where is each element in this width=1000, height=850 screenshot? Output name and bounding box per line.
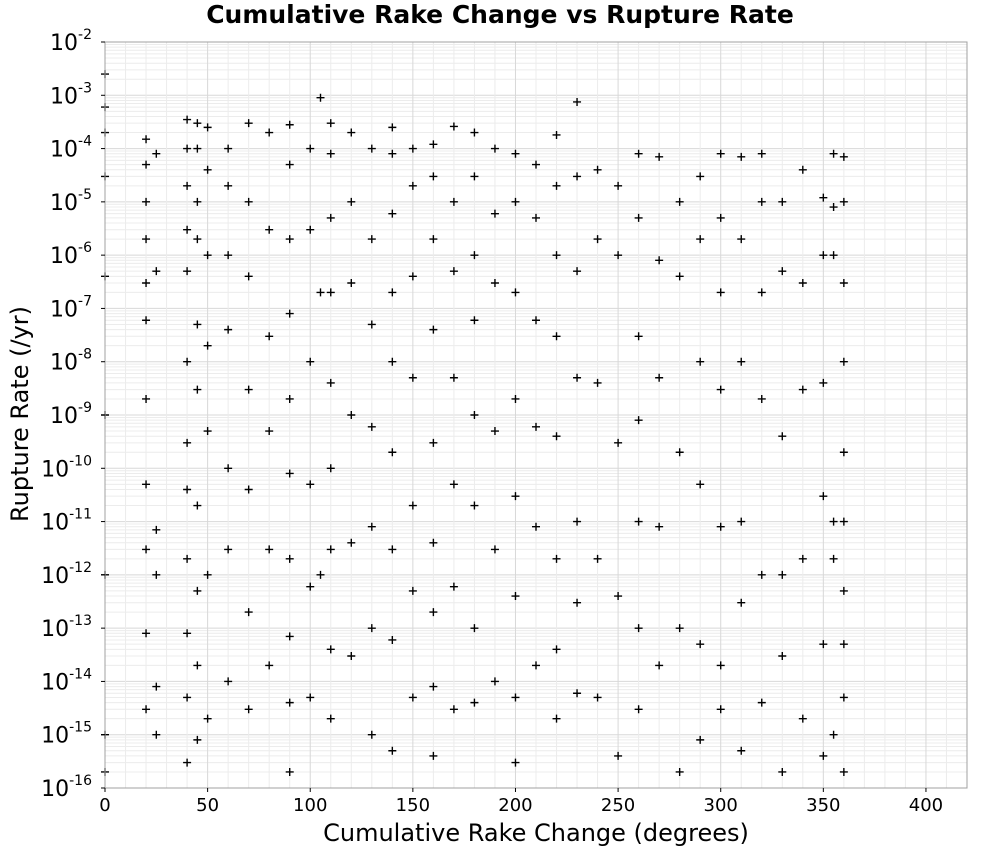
- chart-title: Cumulative Rake Change vs Rupture Rate: [206, 0, 794, 29]
- data-point-marker: [778, 267, 786, 275]
- x-tick-label: 300: [703, 795, 738, 816]
- data-point-marker: [429, 326, 437, 334]
- data-point-marker: [286, 555, 294, 563]
- data-point-marker: [142, 545, 150, 553]
- x-axis-label: Cumulative Rake Change (degrees): [323, 819, 749, 847]
- data-point-marker: [368, 320, 376, 328]
- data-point-marker: [553, 332, 561, 340]
- data-point-marker: [193, 119, 201, 127]
- data-point-marker: [327, 715, 335, 723]
- plot-grid: [105, 42, 967, 788]
- data-point-marker: [676, 448, 684, 456]
- data-point-marker: [511, 592, 519, 600]
- data-point-marker: [450, 267, 458, 275]
- data-point-marker: [491, 427, 499, 435]
- data-point-marker: [183, 485, 191, 493]
- data-point-marker: [429, 172, 437, 180]
- y-axis-ticks: [41, 27, 105, 802]
- data-point-marker: [204, 123, 212, 131]
- data-point-marker: [142, 135, 150, 143]
- data-point-marker: [840, 693, 848, 701]
- data-point-marker: [193, 235, 201, 243]
- data-point-marker: [265, 427, 273, 435]
- data-point-marker: [152, 267, 160, 275]
- x-tick-label: 200: [498, 795, 533, 816]
- data-point-marker: [388, 636, 396, 644]
- data-point-marker: [696, 235, 704, 243]
- data-point-marker: [737, 747, 745, 755]
- data-point-marker: [245, 119, 253, 127]
- data-point-marker: [799, 166, 807, 174]
- data-point-marker: [183, 182, 191, 190]
- data-point-marker: [388, 448, 396, 456]
- y-tick-label: $10^{-9}$: [50, 400, 92, 429]
- y-tick-label: $10^{-10}$: [41, 453, 92, 483]
- data-point-marker: [450, 480, 458, 488]
- data-point-marker: [183, 759, 191, 767]
- data-point-marker: [450, 583, 458, 591]
- data-point-marker: [840, 640, 848, 648]
- data-point-marker: [193, 587, 201, 595]
- data-point-marker: [409, 587, 417, 595]
- data-point-marker: [193, 320, 201, 328]
- y-tick-label: $10^{-15}$: [41, 719, 92, 749]
- data-point-marker: [594, 379, 602, 387]
- y-tick-label: $10^{-8}$: [50, 346, 92, 376]
- data-point-marker: [204, 715, 212, 723]
- data-point-marker: [224, 545, 232, 553]
- data-point-marker: [286, 121, 294, 129]
- data-point-marker: [717, 214, 725, 222]
- y-tick-label: $10^{-7}$: [50, 293, 92, 323]
- data-point-marker: [327, 545, 335, 553]
- data-point-marker: [388, 288, 396, 296]
- data-point-marker: [450, 705, 458, 713]
- data-point-marker: [758, 288, 766, 296]
- data-point-marker: [511, 759, 519, 767]
- data-point-marker: [224, 326, 232, 334]
- data-point-marker: [224, 182, 232, 190]
- data-point-marker: [470, 172, 478, 180]
- data-point-marker: [511, 693, 519, 701]
- data-point-marker: [450, 374, 458, 382]
- data-point-marker: [840, 279, 848, 287]
- y-tick-label: $10^{-5}$: [50, 186, 92, 216]
- data-point-marker: [193, 386, 201, 394]
- data-point-marker: [511, 492, 519, 500]
- data-point-marker: [511, 395, 519, 403]
- data-point-marker: [368, 423, 376, 431]
- data-point-marker: [409, 374, 417, 382]
- data-point-marker: [819, 640, 827, 648]
- data-point-marker: [778, 768, 786, 776]
- data-point-marker: [245, 272, 253, 280]
- y-tick-label: $10^{-2}$: [50, 27, 92, 56]
- data-point-marker: [347, 279, 355, 287]
- data-point-marker: [594, 235, 602, 243]
- data-point-marker: [573, 689, 581, 697]
- y-tick-label: $10^{-6}$: [50, 240, 92, 270]
- data-point-marker: [470, 502, 478, 510]
- data-point-marker: [532, 214, 540, 222]
- data-point-marker: [778, 432, 786, 440]
- data-point-marker: [368, 235, 376, 243]
- y-tick-label: $10^{-4}$: [50, 133, 92, 163]
- data-point-marker: [286, 395, 294, 403]
- data-point-marker: [317, 288, 325, 296]
- data-point-marker: [696, 480, 704, 488]
- data-point-marker: [573, 374, 581, 382]
- data-point-marker: [429, 608, 437, 616]
- data-point-marker: [511, 288, 519, 296]
- data-point-marker: [327, 645, 335, 653]
- data-point-marker: [245, 485, 253, 493]
- data-point-marker: [655, 374, 663, 382]
- data-point-marker: [676, 768, 684, 776]
- data-point-marker: [306, 480, 314, 488]
- data-point-marker: [265, 129, 273, 137]
- data-point-marker: [347, 652, 355, 660]
- data-point-marker: [737, 235, 745, 243]
- data-point-marker: [142, 395, 150, 403]
- x-tick-label: 250: [600, 795, 636, 816]
- data-point-marker: [573, 172, 581, 180]
- data-point-marker: [491, 545, 499, 553]
- data-point-marker: [265, 332, 273, 340]
- x-tick-label: 100: [293, 795, 328, 816]
- data-point-marker: [799, 555, 807, 563]
- x-tick-label: 150: [395, 795, 431, 816]
- data-point-marker: [635, 705, 643, 713]
- y-tick-label: $10^{-13}$: [41, 613, 92, 643]
- data-point-marker: [183, 439, 191, 447]
- data-point-marker: [204, 342, 212, 350]
- data-point-marker: [717, 705, 725, 713]
- data-point-marker: [594, 166, 602, 174]
- data-point-marker: [388, 747, 396, 755]
- data-point-marker: [840, 587, 848, 595]
- data-point-marker: [306, 583, 314, 591]
- data-point-marker: [532, 316, 540, 324]
- data-point-marker: [429, 140, 437, 148]
- data-point-marker: [614, 752, 622, 760]
- data-point-marker: [532, 423, 540, 431]
- data-point-marker: [265, 226, 273, 234]
- data-point-marker: [491, 279, 499, 287]
- data-point-marker: [265, 661, 273, 669]
- data-point-marker: [245, 608, 253, 616]
- x-axis-ticks: [99, 788, 943, 816]
- data-point-marker: [799, 715, 807, 723]
- data-point-marker: [327, 379, 335, 387]
- data-point-marker: [573, 267, 581, 275]
- data-point-marker: [409, 502, 417, 510]
- data-point-marker: [819, 194, 827, 202]
- data-point-marker: [429, 752, 437, 760]
- data-point-marker: [327, 288, 335, 296]
- data-point-marker: [635, 332, 643, 340]
- data-point-marker: [347, 129, 355, 137]
- data-point-marker: [470, 129, 478, 137]
- data-point-marker: [553, 715, 561, 723]
- data-point-marker: [286, 699, 294, 707]
- data-point-marker: [553, 182, 561, 190]
- data-point-marker: [429, 539, 437, 547]
- data-point-marker: [429, 439, 437, 447]
- data-point-marker: [306, 693, 314, 701]
- x-tick-label: 0: [99, 795, 111, 816]
- data-point-marker: [388, 210, 396, 218]
- data-point-marker: [830, 555, 838, 563]
- data-point-marker: [142, 316, 150, 324]
- data-point-marker: [409, 272, 417, 280]
- data-point-marker: [491, 210, 499, 218]
- data-point-marker: [573, 599, 581, 607]
- data-point-marker: [204, 166, 212, 174]
- x-tick-label: 50: [196, 795, 220, 816]
- data-point-marker: [429, 235, 437, 243]
- data-point-marker: [819, 379, 827, 387]
- data-point-marker: [532, 661, 540, 669]
- data-point-marker: [470, 699, 478, 707]
- y-tick-label: $10^{-16}$: [41, 773, 92, 802]
- data-point-marker: [840, 768, 848, 776]
- data-point-marker: [245, 386, 253, 394]
- data-point-marker: [409, 693, 417, 701]
- y-tick-label: $10^{-14}$: [41, 666, 92, 696]
- data-point-marker: [573, 98, 581, 106]
- x-tick-label: 350: [806, 795, 841, 816]
- y-tick-label: $10^{-11}$: [41, 506, 92, 536]
- y-axis-label: Rupture Rate (/yr): [6, 306, 34, 522]
- data-point-marker: [193, 502, 201, 510]
- data-point-marker: [799, 279, 807, 287]
- data-point-marker: [409, 182, 417, 190]
- data-point-marker: [799, 386, 807, 394]
- data-point-marker: [286, 768, 294, 776]
- data-point-marker: [183, 693, 191, 701]
- data-point-marker: [347, 539, 355, 547]
- data-point-marker: [594, 555, 602, 563]
- data-point-marker: [655, 661, 663, 669]
- data-point-marker: [204, 427, 212, 435]
- data-point-marker: [594, 693, 602, 701]
- data-point-marker: [696, 172, 704, 180]
- data-point-marker: [553, 555, 561, 563]
- x-tick-label: 400: [908, 795, 944, 816]
- data-point-marker: [553, 432, 561, 440]
- data-point-marker: [388, 545, 396, 553]
- data-point-marker: [183, 555, 191, 563]
- data-point-marker: [470, 316, 478, 324]
- data-point-marker: [388, 123, 396, 131]
- data-point-marker: [717, 661, 725, 669]
- data-point-marker: [142, 480, 150, 488]
- data-point-marker: [142, 161, 150, 169]
- data-point-marker: [450, 122, 458, 130]
- data-point-marker: [327, 214, 335, 222]
- data-point-marker: [778, 652, 786, 660]
- data-point-marker: [142, 235, 150, 243]
- data-point-marker: [142, 279, 150, 287]
- data-point-marker: [696, 640, 704, 648]
- data-point-marker: [840, 448, 848, 456]
- data-point-marker: [286, 161, 294, 169]
- data-point-marker: [676, 272, 684, 280]
- data-point-marker: [737, 599, 745, 607]
- data-point-marker: [819, 492, 827, 500]
- data-point-marker: [758, 699, 766, 707]
- y-tick-label: $10^{-12}$: [41, 559, 92, 589]
- data-point-marker: [142, 705, 150, 713]
- data-point-marker: [635, 214, 643, 222]
- data-point-marker: [614, 182, 622, 190]
- data-point-marker: [717, 386, 725, 394]
- data-point-marker: [614, 439, 622, 447]
- data-point-marker: [717, 288, 725, 296]
- data-point-marker: [245, 705, 253, 713]
- data-point-marker: [327, 119, 335, 127]
- data-point-marker: [183, 267, 191, 275]
- data-point-marker: [819, 752, 827, 760]
- data-point-marker: [614, 592, 622, 600]
- data-point-marker: [265, 545, 273, 553]
- data-point-marker: [183, 226, 191, 234]
- data-point-marker: [532, 161, 540, 169]
- data-point-marker: [306, 226, 314, 234]
- data-point-marker: [193, 661, 201, 669]
- data-point-marker: [758, 395, 766, 403]
- y-tick-label: $10^{-3}$: [50, 80, 92, 110]
- data-point-marker: [553, 645, 561, 653]
- data-point-marker: [286, 235, 294, 243]
